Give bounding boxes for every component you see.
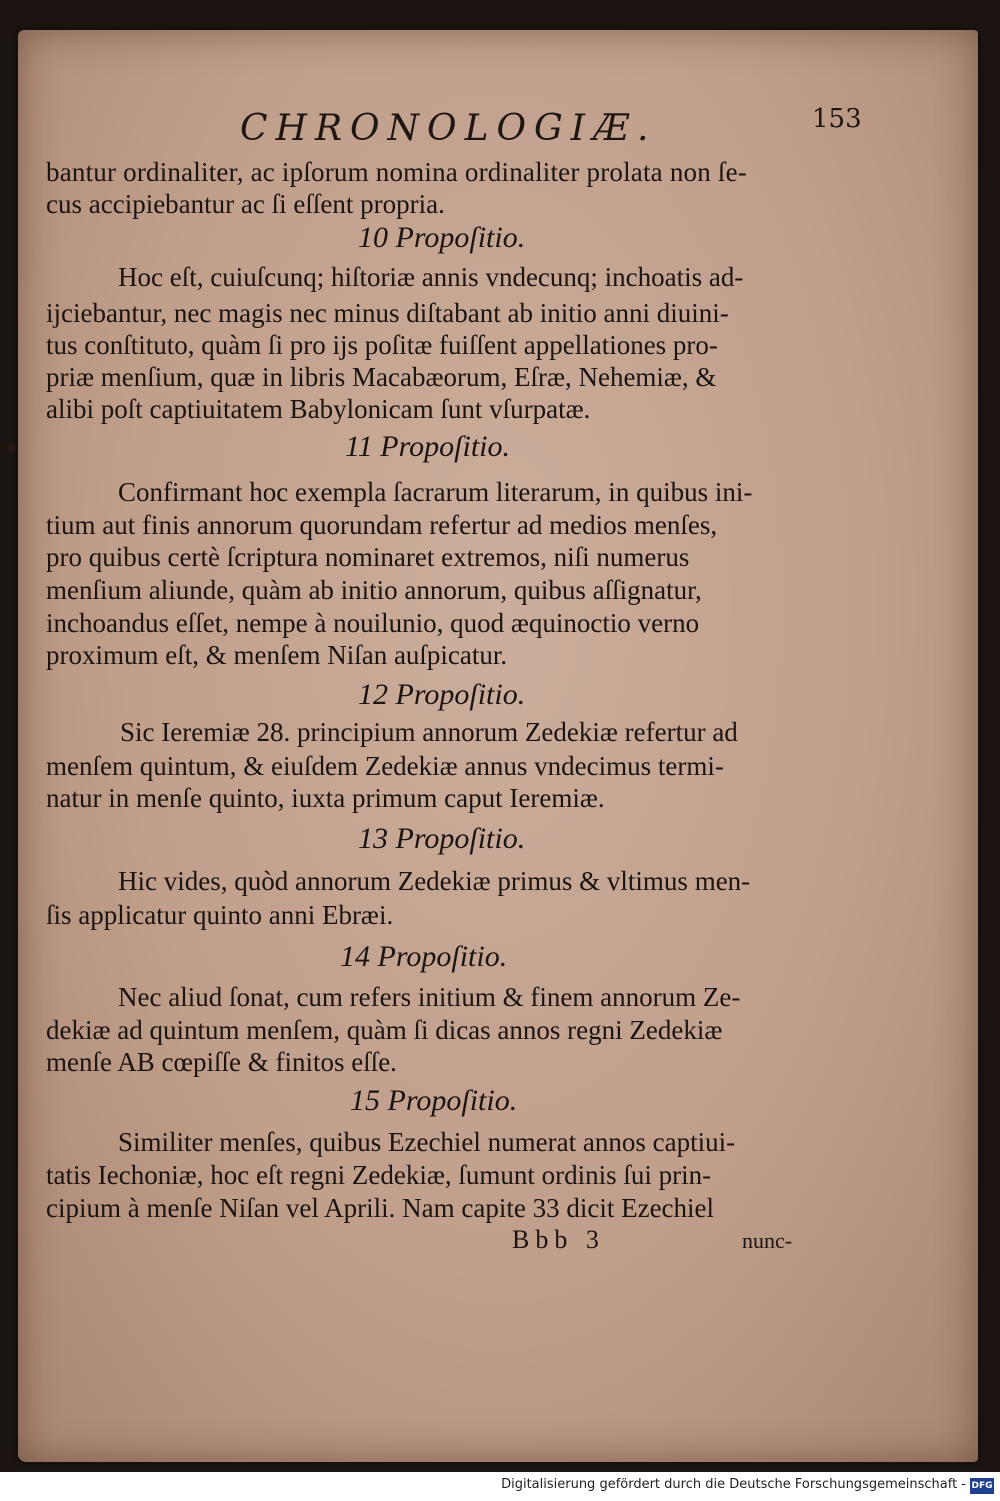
proposition-heading: 10 Propoſitio. bbox=[358, 221, 526, 254]
text-line: menſe AB cœpiſſe & finitos eſſe. bbox=[46, 1047, 397, 1077]
dfg-logo: DFG bbox=[970, 1478, 994, 1494]
text-line: Sic Ieremiæ 28. principium annorum Zedekiæ refertur ad bbox=[120, 717, 738, 747]
text-line: Hoc eſt, cuiuſcunq; hiſtoriæ annis vndecunq; inchoatis ad- bbox=[118, 262, 744, 292]
text-line: cus accipiebantur ac ſi eſſent propria. bbox=[46, 189, 445, 219]
text-line: proximum eſt, & menſem Niſan auſpicatur. bbox=[46, 640, 508, 670]
text-line: cipium à menſe Niſan vel Aprili. Nam capite 33 dicit Ezechiel bbox=[46, 1193, 715, 1223]
text-line: alibi poſt captiuitatem Babylonicam ſunt vſurpatæ. bbox=[46, 394, 591, 424]
text-line: menſem quintum, & eiuſdem Zedekiæ annus vndecimus termi- bbox=[46, 751, 724, 781]
proposition-heading: 12 Propoſitio. bbox=[358, 678, 526, 711]
text-line: menſium aliunde, quàm ab initio annorum, quibus aſſignatur, bbox=[46, 575, 702, 605]
funding-credit: Digitalisierung gefördert durch die Deutsche Forschungsgemeinschaft - bbox=[501, 1477, 966, 1492]
text-line: Similiter menſes, quibus Ezechiel numerat annos captiui- bbox=[118, 1127, 736, 1157]
text-line: pro quibus certè ſcriptura nominaret extremos, niſi numerus bbox=[46, 542, 690, 572]
text-line: natur in menſe quinto, iuxta primum caput Ieremiæ. bbox=[46, 783, 605, 813]
page-number: 153 bbox=[812, 104, 862, 134]
text-line: bantur ordinaliter, ac ipſorum nomina ordinaliter prolata non ſe- bbox=[46, 157, 747, 187]
catchword: nunc- bbox=[742, 1228, 793, 1253]
signature-mark: Bbb 3 bbox=[512, 1225, 605, 1254]
digitization-footer bbox=[0, 1472, 1000, 1501]
proposition-heading: 11 Propoſitio. bbox=[345, 430, 510, 463]
text-line: priæ menſium, quæ in libris Macabæorum, Eſræ, Nehemiæ, & bbox=[46, 362, 717, 392]
text-line: dekiæ ad quintum menſem, quàm ſi dicas annos regni Zedekiæ bbox=[46, 1015, 723, 1045]
text-line: tus conſtituto, quàm ſi pro ijs poſitæ fuiſſent appellationes pro- bbox=[46, 330, 718, 360]
text-line: ijciebantur, nec magis nec minus diſtabant ab initio anni diuini- bbox=[46, 298, 729, 328]
text-line: tatis Iechoniæ, hoc eſt regni Zedekiæ, ſumunt ordinis ſui prin- bbox=[46, 1160, 712, 1190]
text-line: tium aut finis annorum quorundam refertur ad medios menſes, bbox=[46, 510, 718, 540]
proposition-heading: 15 Propoſitio. bbox=[350, 1084, 518, 1117]
text-line: ſis applicatur quinto anni Ebræi. bbox=[46, 900, 394, 930]
text-line: Hic vides, quòd annorum Zedekiæ primus & vltimus men- bbox=[118, 866, 751, 896]
proposition-heading: 14 Propoſitio. bbox=[340, 940, 508, 973]
text-line: inchoandus eſſet, nempe à nouilunio, quod æquinoctio verno bbox=[46, 608, 700, 638]
proposition-heading: 13 Propoſitio. bbox=[358, 822, 526, 855]
text-line: Nec aliud ſonat, cum refers initium & finem annorum Ze- bbox=[118, 982, 741, 1012]
text-line: Confirmant hoc exempla ſacrarum literarum, in quibus ini- bbox=[118, 477, 753, 507]
running-header: CHRONOLOGIÆ. bbox=[240, 108, 657, 149]
